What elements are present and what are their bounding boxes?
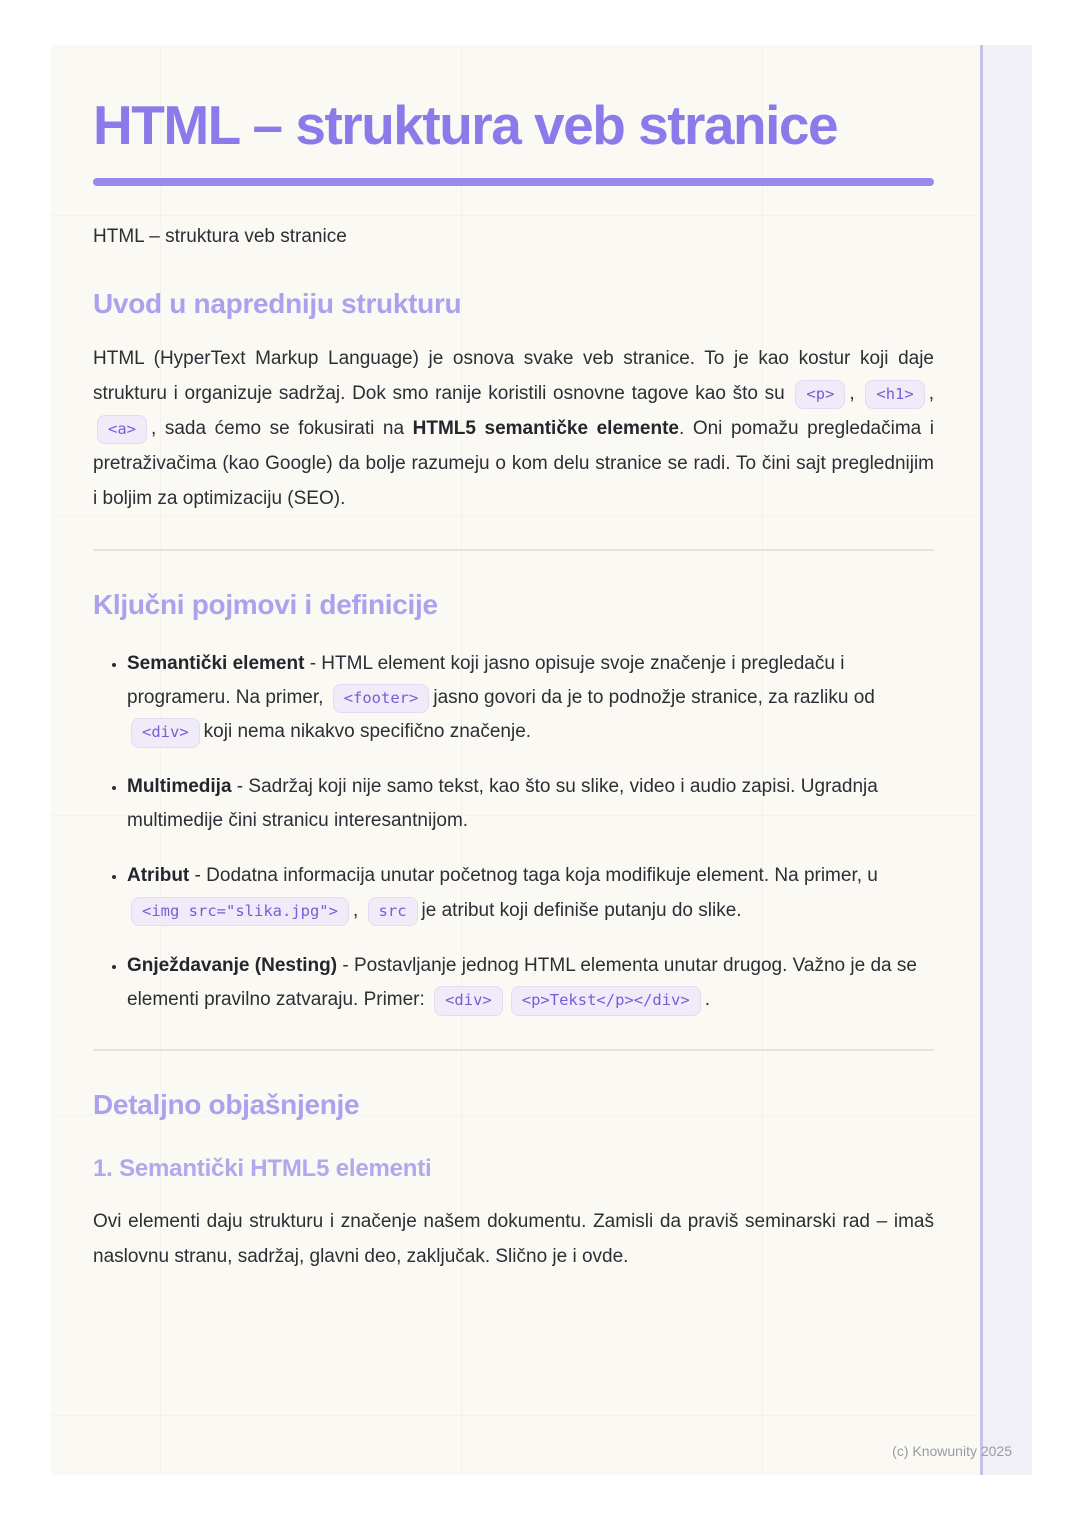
copyright-footer: (c) Knowunity 2025	[892, 1443, 1012, 1459]
title-underline	[93, 178, 934, 186]
intro-paragraph: HTML (HyperText Markup Language) je osnova svake veb stranice. To je kao kostur koji daje strukturu i organizuje sadržaj. Dok smo ranije koristili osnovne tagove kao što su <p> , <h1> , <a> , sada ćemo se fokusirati na HTML5 semantičke elemente. Oni pomažu pregledačima i pretraživačima (kao Google) da bolje razumeju o kom delu stranice se radi. To čini sajt preglednijim i boljim za optimizaciju (SEO).	[93, 347, 935, 509]
section-heading-terms: Ključni pojmovi i definicije	[93, 588, 438, 620]
list-item: • Atribut - Dodatna informacija unutar početnog taga koja modifikuje element. Na primer, u <img src="slika.jpg"> , src je atribut koji definiše putanju do slike.	[127, 859, 934, 927]
bold-text: Atribut	[127, 865, 190, 887]
list-item: • Gnježdavanje (Nesting) - Postavljanje jednog HTML elementa unutar drugog. Važno je da se elementi pravilno zatvaraju. Primer: <div> <p>Tekst</p></div> .	[127, 949, 934, 1017]
bold-text: Semantički element	[127, 652, 305, 674]
inline-code-chip: <img src="slika.jpg">	[131, 897, 349, 927]
inline-code-chip: <a>	[97, 415, 147, 445]
subsection-heading: 1. Semantički HTML5 elementi	[93, 1155, 432, 1183]
document-subtitle: HTML – struktura veb stranice	[93, 225, 347, 247]
inline-code-chip: <h1>	[865, 380, 924, 410]
bold-text: HTML5 semantičke elemente	[412, 417, 679, 439]
section-heading-detail: Detaljno objašnjenje	[93, 1089, 360, 1121]
inline-code-chip: <div>	[131, 718, 200, 748]
inline-code-chip: <p>	[795, 380, 845, 410]
inline-code-chip: src	[368, 897, 418, 927]
bold-text: Gnježdavanje (Nesting)	[127, 954, 338, 976]
detail-paragraph: Ovi elementi daju strukturu i značenje našem dokumentu. Zamisli da praviš seminarski rad – imaš naslovnu stranu, sadržaj, glavni deo, zaključak. Slično je i ovde.	[93, 1211, 934, 1268]
bold-text: Multimedija	[127, 776, 232, 798]
page-title: HTML – struktura veb stranice	[93, 94, 838, 156]
list-item: • Semantički element - HTML element koji jasno opisuje svoje značenje i pregledaču i programeru. Na primer, <footer> jasno govori da je to podnožje stranice, za razliku od <div> koji nema nikakvo specifično značenje.	[127, 647, 934, 750]
list-item: • Multimedija - Sadržaj koji nije samo tekst, kao što su slike, video i audio zapisi. Ugradnja multimedije čini stranicu interesantnijom.	[127, 770, 934, 838]
page-content	[50, 45, 977, 1475]
section-divider	[93, 549, 934, 551]
section-heading-intro: Uvod u napredniju strukturu	[93, 287, 462, 319]
terms-list	[93, 647, 934, 1018]
document-page	[50, 45, 1032, 1475]
section-divider	[93, 1049, 934, 1051]
inline-code-chip: <p>Tekst</p></div>	[511, 986, 701, 1016]
inline-code-chip: <div>	[434, 986, 503, 1016]
page-edge-strip	[980, 45, 1032, 1475]
inline-code-chip: <footer>	[333, 684, 430, 714]
